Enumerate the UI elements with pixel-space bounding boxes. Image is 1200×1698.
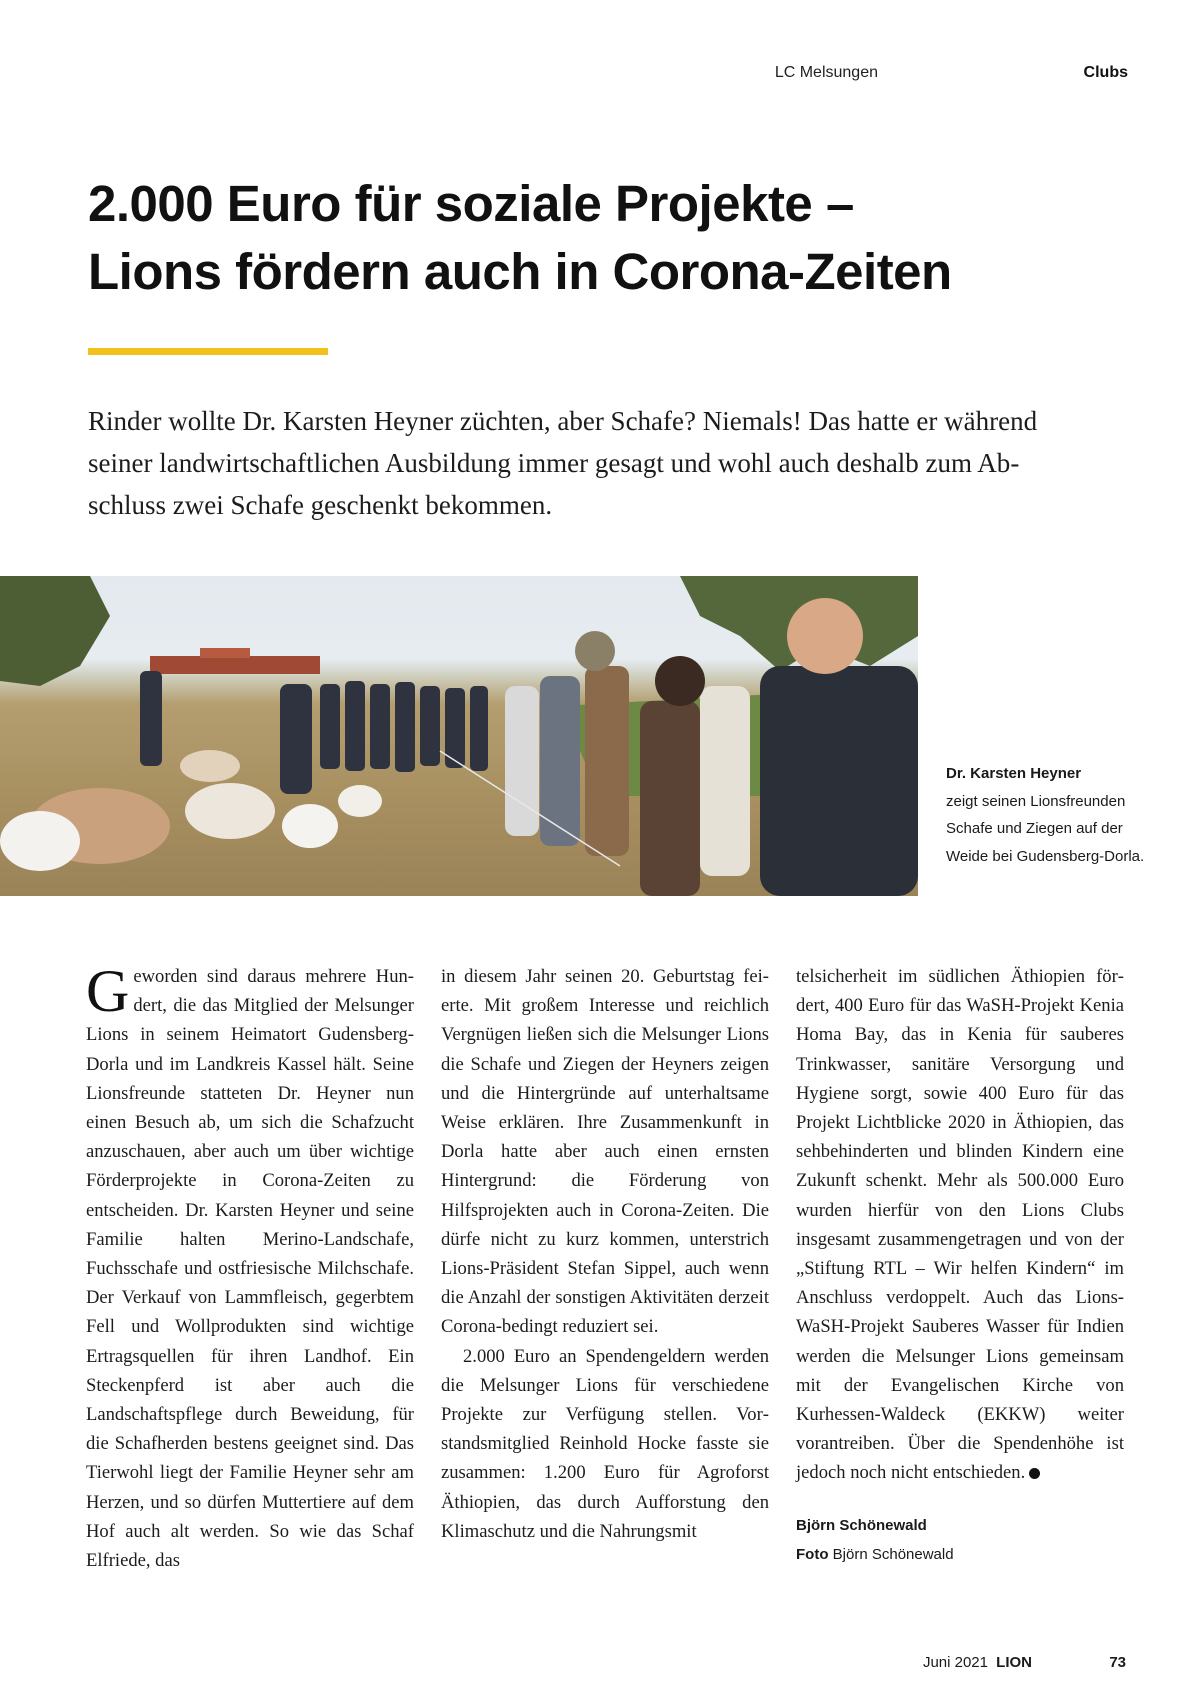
title-line-1: 2.000 Euro für soziale Projekte –: [88, 175, 854, 232]
people-foreground: [505, 598, 918, 896]
body-paragraph: [86, 958, 414, 1575]
article-title: [88, 170, 1128, 306]
footer-magazine-name: LION: [996, 1654, 1032, 1671]
title-line-2: Lions fördern auch in Corona-Zeiten: [88, 243, 952, 300]
caption-name: Dr. Karsten Heyner: [946, 765, 1082, 782]
drop-cap: G: [86, 958, 130, 1024]
tree-cluster-left: [0, 576, 110, 686]
body-paragraph: in diesem Jahr seinen 20. Geburtstag feierte. Mit großem Interesse und reichlich Vergnügen ließen sich die Melsunger Lions die Schafe und Ziegen der Heyners zeigen und die Hintergründe auf unterhaltsame Weise erklären. Ihre Zusammenkunft in Dorla hatte aber auch einen ernsten Hintergrund: die Förderung von Hilfsprojekten auch in Corona-Zeiten. Die dürfe nicht zu kurz kommen, unterstrich Lions-Präsident Stefan Sippel, auch wenn die Anzahl der sonstigen Aktivitäten derzeit Corona-bedingt reduziert sei.: [441, 966, 769, 1338]
title-accent-rule: [88, 348, 328, 355]
body-paragraph: [796, 962, 1124, 1488]
footer-issue-date: Juni 2021: [922, 1654, 988, 1671]
body-column-3: [796, 962, 1124, 1488]
section-name: LC Melsungen: [774, 64, 878, 81]
intro-paragraph: Rinder wollte Dr. Karsten Heyner züchten, aber Schafe? Niemals! Das hatte er während seiner landwirtschaftlichen Ausbildung immer gesagt und wohl auch deshalb zum Abschluss zwei Schafe geschenkt bekommen.: [88, 406, 1038, 520]
page-number: 73: [1109, 1654, 1126, 1671]
village-roof: [200, 648, 250, 658]
village-roofs: [150, 656, 320, 674]
photo-caption: [946, 760, 1156, 870]
rubric-label: Clubs: [1083, 64, 1128, 81]
body-column-2: [441, 962, 769, 1546]
photo-credit-label: Foto: [796, 1546, 829, 1563]
article-photo: [0, 576, 918, 896]
end-mark-icon: [1029, 1468, 1040, 1479]
photo-credit: [796, 1546, 954, 1563]
caption-text: zeigt seinen Lionsfreunden Schafe und Ziegen auf der Weide bei Gudensberg-Dorla.: [946, 792, 1145, 865]
body-column-1: [86, 958, 414, 1575]
author-name: Björn Schönewald: [796, 1517, 927, 1534]
photo-illustration: [0, 576, 918, 896]
photo-credit-name: Björn Schönewald: [832, 1546, 954, 1563]
body-text: eworden sind daraus mehrere Hundert, die das Mitglied der Melsunger Lions in seinem Heimatort Gudensberg-Dorla und im Landkreis Kassel hält. Seine Lionsfreunde statteten Dr. Heyner nun einen Besuch ab, um sich die Schafzucht anzuschauen, aber auch um über wichtige Förderprojekte in Corona-Zeiten zu entscheiden. Dr. Karsten Heyner und seine Familie halten Merino-Landschafe, Fuchsschafe und ostfriesische Milchschafe. Der Verkauf von Lammfleisch, gegerbtem Fell und Wollprodukten sind wichtige Ertragsquellen für ihren Landhof. Ein Steckenpferd ist aber auch die Landschaftspflege durch Beweidung, für die Schafherden bestens geeignet sind. Das Tierwohl liegt der Familie Heyner sehr am Herzen, und so dürfen Muttertiere auf dem Hof auch alt werden. So wie das Schaf Elfriede, das: [86, 966, 414, 1572]
body-text: telsicherheit im südlichen Äthiopien fördert, 400 Euro für das WaSH-Projekt Kenia Homa Bay, das in Kenia für sauberes Trinkwasser, sanitäre Versorgung und Hygiene sorgt, sowie 400 Euro für das Projekt Lichtblicke 2020 in Äthiopien, das sehbehinderten und blinden Kindern eine Zukunft schenkt. Mehr als 500.000 Euro wurden hierfür von den Lions Clubs insgesamt zusammengetragen und von der „Stiftung RTL – Wir helfen Kindern“ im Anschluss verdoppelt. Auch das Lions-WaSH-Projekt Sauberes Wasser für Indien werden die Melsunger Lions gemeinsam mit der Evangelischen Kirche von Kurhessen-Waldeck (EKKW) weiter vorantreiben. Über die Spendenhöhe ist jedoch noch nicht entschieden.: [796, 966, 1124, 1484]
body-paragraph: 2.000 Euro an Spendengeldern werden die Melsunger Lions für verschiedene Projekte zur Verfügung stellen. Vorstandsmitglied Reinhold Hocke fasste sie zusammen: 1.200 Euro für Agroforst Äthiopien, das durch Aufforstung den Klimaschutz und die Nahrungsmit: [441, 1345, 769, 1542]
